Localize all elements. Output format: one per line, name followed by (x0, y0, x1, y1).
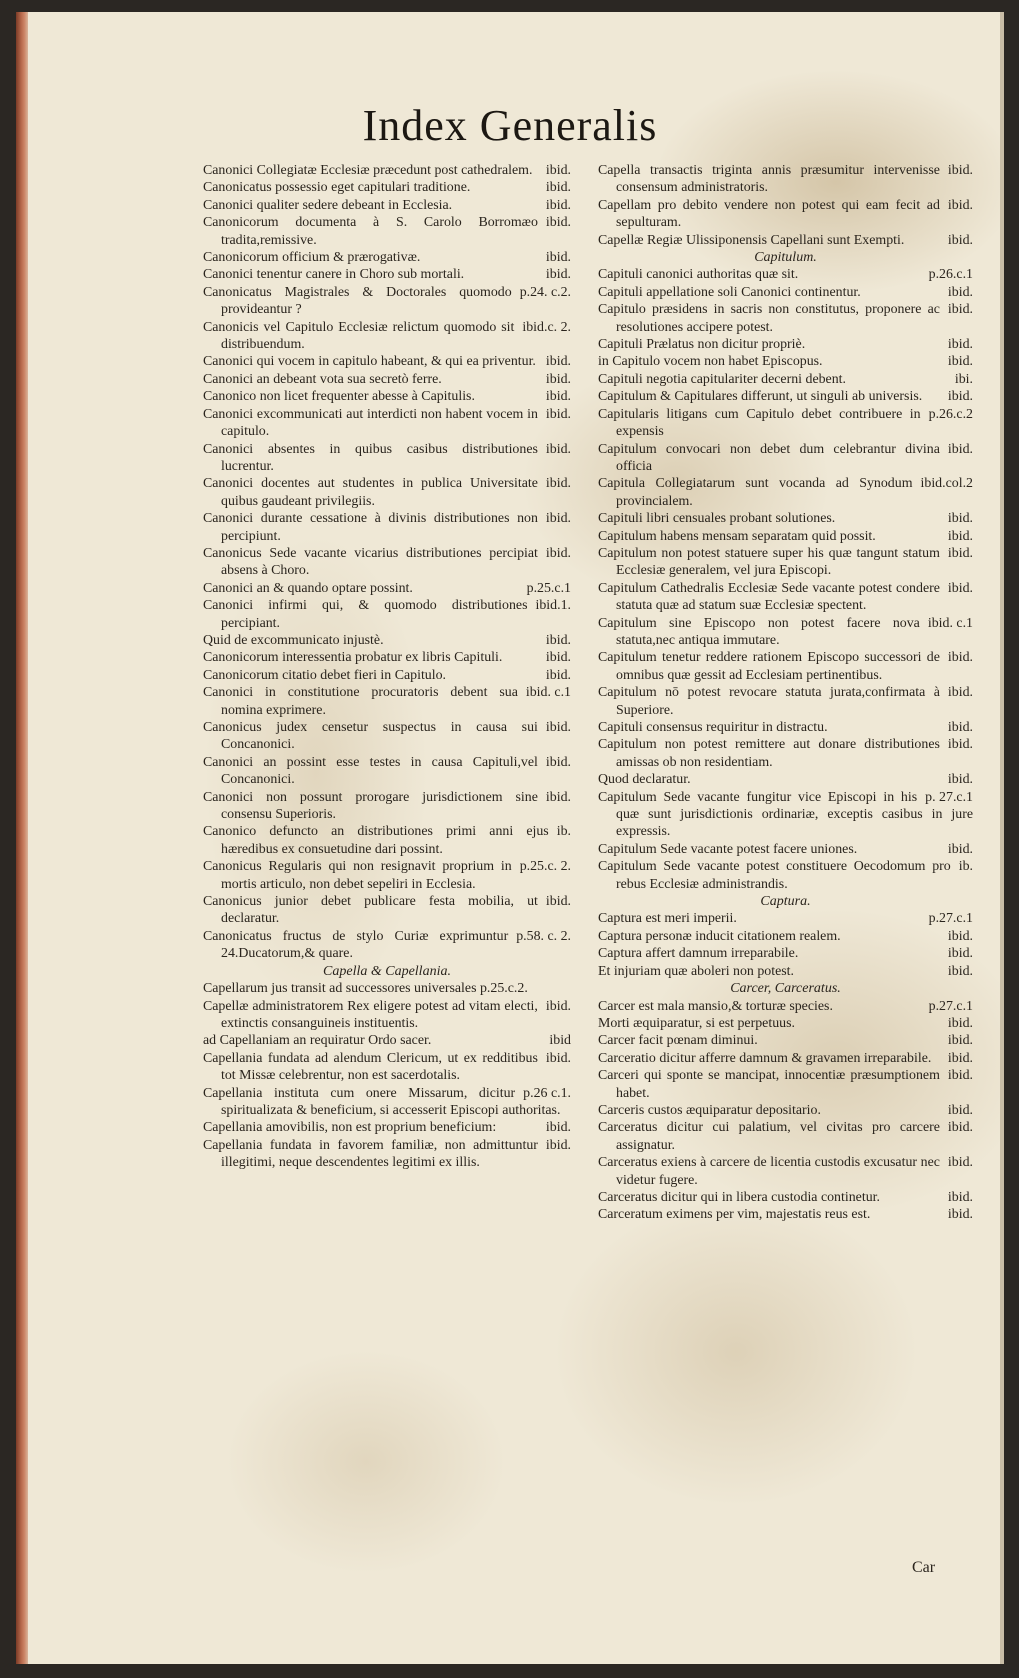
index-entry (598, 615, 973, 650)
entry-text: Quod declaratur. (598, 772, 691, 788)
entry-reference: ibid. (947, 650, 973, 666)
entry-text: Capituli appellatione soli Canonici continentur. (598, 284, 861, 300)
index-entry (598, 1050, 973, 1067)
entry-reference: ibid (549, 1033, 571, 1049)
index-entry (203, 1137, 571, 1172)
entry-text: Capitulum Sede vacante fungitur vice Episcopi in his quæ sunt jurisdictionis ordinariæ, exceptis casibus in jure expressis. (598, 789, 973, 840)
index-entry (598, 910, 973, 927)
index-entry (203, 754, 571, 789)
page-title: Index Generalis (362, 101, 658, 150)
entry-text: Capituli consensus requiritur in distractu. (598, 720, 828, 735)
entry-reference: ibid. (545, 441, 571, 457)
entry-text: Canonici qui vocem in capitulo habeant, & qui ea priventur. (203, 354, 536, 370)
index-entry (598, 1154, 973, 1189)
index-entry (203, 162, 571, 179)
entry-reference: ibid. (947, 946, 973, 962)
entry-reference: ibid. (947, 511, 973, 527)
entry-reference: ibid. (545, 667, 571, 683)
entry-text: Captura est meri imperii. (598, 911, 737, 927)
entry-reference: ibid. (545, 476, 571, 492)
entry-reference: ibid. (545, 354, 571, 370)
entry-text: Canonici qualiter sedere debeant in Ecclesia. (203, 197, 453, 213)
index-entry (598, 771, 973, 788)
entry-reference: ibid. c.1 (927, 615, 973, 631)
index-entry (598, 1032, 973, 1049)
index-entry (598, 998, 973, 1015)
page-edge-right (1000, 12, 1004, 1664)
entry-reference: ib. (958, 859, 973, 875)
entry-text: Capitulum & Capitulares differunt, ut singuli ab universis. (598, 389, 923, 405)
index-entry (203, 441, 571, 476)
index-entry (203, 1050, 571, 1085)
entry-reference: ibid. (947, 580, 973, 596)
left-column (203, 162, 571, 1172)
index-entry (203, 197, 571, 214)
entry-reference: ibid. (545, 180, 571, 196)
entry-reference: ibid. (545, 215, 571, 231)
entry-reference: p.24. c.2. (519, 284, 571, 300)
index-entry (203, 632, 571, 649)
entry-reference: ibid. (947, 197, 973, 213)
entry-reference: ibid. (545, 267, 571, 283)
index-entry (203, 510, 571, 545)
entry-reference: ibid. (545, 545, 571, 561)
entry-reference: ibid. (545, 197, 571, 213)
entry-text: Capellam pro debito vendere non potest qui eam fecit ad sepulturam. (598, 197, 940, 231)
entry-text: Carceri qui sponte se mancipat, innocentiæ præsumptionem habet. (598, 1068, 940, 1101)
entry-reference: ibi. (954, 371, 973, 387)
entry-text: Capellania amovibilis, non est proprium beneficium: (203, 1120, 497, 1136)
index-entry (203, 284, 571, 319)
index-entry (203, 719, 571, 754)
entry-text: Captura personæ inducit citationem realem. (598, 928, 841, 944)
entry-reference: ibid.c. 2. (522, 319, 571, 335)
index-entry (203, 667, 571, 684)
index-entry (203, 371, 571, 388)
entry-reference: ibid. (947, 1015, 973, 1031)
entry-reference: p.58. c. 2. (516, 928, 571, 944)
index-entry (598, 162, 973, 197)
index-entry (598, 1206, 973, 1223)
entry-text: Capitulum non potest statuere super his quæ tangunt statum Ecclesiæ generalem, vel jura Episcopi. (598, 545, 940, 579)
section-heading: Captura. (760, 894, 811, 910)
entry-reference: ibid. (545, 163, 571, 178)
entry-text: Canonicis vel Capitulo Ecclesiæ relictum quomodo sit distribuendum. (203, 319, 515, 353)
entry-reference: ibid.1. (535, 598, 571, 614)
entry-text: Capituli libri censuales probant solutiones. (598, 511, 836, 527)
entry-reference: p.25.c.1 (526, 580, 571, 596)
entry-text: Et injuriam quæ aboleri non potest. (598, 963, 794, 979)
entry-reference: ibid. (947, 963, 973, 979)
catchword: Car (912, 1559, 936, 1576)
entry-text: Canonicatus fructus de stylo Curiæ exprimuntur 24.Ducatorum,& quare. (203, 928, 509, 962)
right-column (598, 162, 973, 1224)
entry-reference: ibid. (947, 528, 973, 544)
entry-reference: ibid. (545, 511, 571, 527)
entry-text: Capituli negotia capitulariter decerni debent. (598, 371, 847, 387)
index-entry (598, 406, 973, 441)
index-entry (598, 1119, 973, 1154)
index-entry (203, 214, 571, 249)
entry-reference: ibid. (947, 337, 973, 353)
book-page (16, 12, 1004, 1664)
entry-text: Capella transactis triginta annis præsumitur intervenisse consensum administratoris. (598, 163, 940, 196)
index-entry (598, 1067, 973, 1102)
section-heading: Carcer, Carceratus. (730, 981, 841, 997)
entry-reference: ibid.col.2 (920, 476, 973, 492)
index-entry (598, 928, 973, 945)
entry-reference: ibid. (545, 371, 571, 387)
index-entry (598, 963, 973, 980)
entry-text: Canonicorum interessentia probatur ex libris Capituli. (203, 650, 503, 666)
entry-text: Canonici an & quando optare possint. (203, 580, 413, 596)
entry-reference: p.27.c.1 (928, 911, 973, 927)
entry-reference: ibid. (947, 1033, 973, 1049)
entry-text: Canonici infirmi qui, & quomodo distributiones percipiant. (203, 598, 528, 631)
entry-text: Capitulum sine Episcopo non potest facere nova statuta,nec antiqua immutare. (598, 615, 920, 648)
index-entry (598, 528, 973, 545)
index-entry (598, 371, 973, 388)
entry-text: in Capitulo vocem non habet Episcopus. (598, 354, 823, 370)
entry-reference: ibid. (947, 389, 973, 405)
entry-text: Capitulum habens mensam separatam quid possit. (598, 528, 876, 544)
entry-reference: ibid. (545, 789, 571, 805)
entry-text: Capellæ administratorem Rex eligere potest ad vitam electi, extinctis consanguineis instituentis. (203, 998, 538, 1031)
entry-reference: ibid. (545, 406, 571, 422)
index-entry (598, 545, 973, 580)
index-entry (598, 284, 973, 301)
entry-reference: ibid. (947, 302, 973, 318)
entry-reference: ibid. (545, 650, 571, 666)
entry-reference: ibid. (947, 841, 973, 857)
entry-reference: ibid. (947, 928, 973, 944)
entry-text: Carceratus exiens à carcere de licentia custodis excusatur nec videtur fugere. (598, 1155, 940, 1188)
entry-reference: ibid. (947, 1155, 973, 1171)
page-edge-left (16, 12, 28, 1664)
entry-text: Quid de excommunicato injustè. (203, 632, 384, 648)
entry-text: Captura affert damnum irreparabile. (598, 946, 799, 962)
index-entry (598, 510, 973, 527)
entry-text: Canonicus Regularis qui non resignavit proprium in mortis articulo, non debet sepeliri in Ecclesia. (203, 859, 512, 892)
index-entry (203, 319, 571, 354)
index-entry (598, 266, 973, 283)
entry-reference: ibid. (947, 1189, 973, 1205)
entry-text: Canonicorum documenta à S. Carolo Borromæo tradita,remissive. (203, 215, 538, 248)
index-entry (598, 197, 973, 232)
entry-reference: p.27.c.1 (928, 998, 973, 1014)
index-entry (203, 1032, 571, 1049)
index-entry (203, 980, 571, 997)
entry-text: Capitulum Sede vacante potest facere uniones. (598, 841, 858, 857)
entry-reference: ibid. c.1 (525, 685, 571, 701)
entry-reference: ibid. (947, 737, 973, 753)
section-heading: Capella & Capellania. (323, 963, 451, 979)
index-entry (203, 1085, 571, 1120)
entry-text: Carceratus dicitur cui palatium, vel civitas pro carcere assignatur. (598, 1120, 940, 1153)
entry-text: Canonicus junior debet publicare festa mobilia, ut declaratur. (203, 894, 538, 927)
entry-reference: ibid. (947, 685, 973, 701)
entry-reference: ibid. (947, 232, 973, 248)
entry-reference: p.26 c.1. (523, 1085, 571, 1101)
index-entry (598, 301, 973, 336)
entry-reference: ibid. (947, 1207, 973, 1223)
entry-text: Capituli canonici authoritas quæ sit. (598, 267, 799, 283)
entry-text: Canonico non licet frequenter abesse à Capitulis. (203, 389, 475, 405)
entry-text: Capitulo præsidens in sacris non constitutus, proponere ac resolutiones accipere potest. (598, 302, 940, 335)
entry-text: Capellania fundata in favorem familiæ, non admittuntur illegitimi, neque descendentes legitimi ex illis. (203, 1137, 538, 1171)
entry-text: Capitularis litigans cum Capitulo debet contribuere in expensis (598, 406, 921, 440)
entry-reference: ibid. (545, 250, 571, 266)
entry-reference: ibid. (947, 441, 973, 457)
index-entry (598, 1102, 973, 1119)
index-entry (203, 266, 571, 283)
entry-text: Capitula Collegiatarum sunt vocanda ad Synodum provincialem. (598, 476, 913, 509)
index-entry (598, 1189, 973, 1206)
index-entry (203, 353, 571, 370)
entry-text: Carceratum eximens per vim, majestatis reus est. (598, 1207, 871, 1223)
entry-reference: ibid. (947, 1102, 973, 1118)
index-entry (203, 545, 571, 580)
entry-reference: ibid. (545, 1120, 571, 1136)
entry-reference: p.26.c.1 (928, 267, 973, 283)
entry-reference: ibid. (545, 894, 571, 910)
entry-reference: ibid. (545, 1050, 571, 1066)
entry-text: Carcer est mala mansio,& torturæ species. (598, 998, 833, 1014)
entry-reference: ibid. (947, 1050, 973, 1066)
entry-text: Canonici Collegiatæ Ecclesiæ præcedunt post cathedralem. (203, 163, 533, 178)
index-entry (598, 789, 973, 841)
entry-text: Capitulum convocari non debet dum celebrantur divina officia (598, 441, 940, 474)
entry-text: Morti æquiparatur, si est perpetuus. (598, 1015, 795, 1031)
index-entry (598, 388, 973, 405)
entry-reference: ibid. (947, 720, 973, 735)
entry-text: Capellania instituta cum onere Missarum, dicitur spiritualizata & beneficium, si accesserit Episcopi authoritas. (203, 1085, 561, 1118)
index-entry (203, 406, 571, 441)
entry-text: ad Capellaniam an requiratur Ordo sacer. (203, 1033, 432, 1049)
entry-text: Canonicatus Magistrales & Doctorales quomodo provideantur ? (203, 284, 512, 318)
index-entry (203, 388, 571, 405)
index-entry (203, 998, 571, 1033)
entry-reference: ibid. (545, 720, 571, 735)
index-entry (598, 232, 973, 249)
index-entry (598, 441, 973, 476)
entry-text: Capituli Prælatus non dicitur propriè. (598, 337, 806, 353)
entry-reference: ibid. (545, 998, 571, 1014)
index-entry (598, 353, 973, 370)
index-entry (203, 789, 571, 824)
index-entry (598, 1015, 973, 1032)
entry-reference: ibid. (947, 1120, 973, 1136)
index-entry (598, 945, 973, 962)
index-entry (203, 179, 571, 196)
entry-reference: ibid. (947, 354, 973, 370)
entry-reference: ibid. (947, 163, 973, 178)
entry-text: Canonicus Sede vacante vicarius distributiones percipiat absens à Choro. (203, 545, 538, 579)
entry-text: Canonicorum citatio debet fieri in Capitulo. (203, 667, 447, 683)
entry-reference: ib. (556, 824, 571, 840)
entry-text: Canonici non possunt prorogare jurisdictionem sine consensu Superioris. (203, 789, 538, 823)
index-entry (598, 336, 973, 353)
entry-text: Capitulum non potest remittere aut donare distributiones amissas ob non residentiam. (598, 737, 940, 770)
entry-text: Capellæ Regiæ Ulissiponensis Capellani sunt Exempti. (598, 232, 905, 248)
entry-text: Canonici excommunicati aut interdicti non habent vocem in capitulo. (203, 406, 538, 440)
entry-text: Canonicus judex censetur suspectus in causa sui Concanonici. (203, 720, 538, 753)
entry-text: Canonicorum officium & prærogativæ. (203, 250, 421, 266)
entry-reference: ibid. (947, 545, 973, 561)
index-entry (203, 649, 571, 666)
index-entry (598, 475, 973, 510)
index-entry (203, 1119, 571, 1136)
entry-text: Canonici tenentur canere in Choro sub mortali. (203, 267, 465, 283)
index-entry (598, 719, 973, 736)
index-entry (203, 928, 571, 963)
entry-text: Canonicatus possessio eget capitulari traditione. (203, 180, 471, 196)
index-entry (598, 858, 973, 893)
entry-text: Capellarum jus transit ad successores universales p.25.c.2. (203, 981, 528, 997)
index-entry (203, 597, 571, 632)
index-entry (203, 858, 571, 893)
entry-reference: ibid. (947, 772, 973, 788)
entry-text: Carcer facit pœnam diminui. (598, 1033, 758, 1049)
entry-text: Canonico defuncto an distributiones primi anni ejus hæredibus ex consuetudine dari possint. (203, 824, 549, 857)
index-entry (598, 684, 973, 719)
index-entry (598, 580, 973, 615)
entry-text: Capitulum nō potest revocare statuta jurata,confirmata à Superiore. (598, 685, 940, 718)
entry-text: Canonici in constitutione procuratoris debent sua nomina exprimere. (203, 685, 518, 718)
index-entry (598, 841, 973, 858)
entry-reference: ibid. (545, 389, 571, 405)
entry-text: Canonici an debeant vota sua secretò ferre. (203, 371, 442, 387)
entry-reference: p.26.c.2 (928, 406, 973, 422)
entry-text: Capitulum Sede vacante potest constituere Oecodomum pro rebus Ecclesiæ administrandis. (598, 859, 951, 892)
index-entry (598, 649, 973, 684)
entry-text: Capellania fundata ad alendum Clericum, ut ex redditibus tot Missæ celebrentur, non est sacerdotalis. (203, 1050, 538, 1084)
entry-reference: ibid. (545, 754, 571, 770)
index-entry (598, 736, 973, 771)
entry-reference: ibid. (545, 1137, 571, 1153)
index-entry (203, 893, 571, 928)
entry-text: Canonici docentes aut studentes in publica Universitate quibus gaudeant privilegiis. (203, 476, 538, 509)
entry-reference: p.25.c. 2. (519, 859, 571, 875)
index-entry (203, 475, 571, 510)
index-entry (203, 823, 571, 858)
entry-reference: ibid. (545, 632, 571, 648)
entry-text: Capitulum tenetur reddere rationem Episcopo successori de omnibus quæ gessit ad Ecclesiam pertinentibus. (598, 650, 940, 683)
entry-text: Carceratio dicitur afferre damnum & gravamen irreparabile. (598, 1050, 932, 1066)
entry-text: Canonici durante cessatione à divinis distributiones non percipiunt. (203, 511, 538, 544)
entry-text: Canonici absentes in quibus casibus distributiones lucrentur. (203, 441, 538, 474)
index-entry (203, 249, 571, 266)
entry-text: Capitulum Cathedralis Ecclesiæ Sede vacante potest condere statuta quæ ad statum suæ Ecclesiæ spectent. (598, 580, 940, 614)
entry-reference: p. 27.c.1 (925, 789, 973, 805)
index-entry (203, 684, 571, 719)
section-heading: Capitulum. (754, 250, 817, 266)
entry-text: Carceris custos æquiparatur depositario. (598, 1102, 821, 1118)
entry-text: Canonici an possint esse testes in causa Capituli,vel Concanonici. (203, 754, 538, 788)
index-entry (203, 580, 571, 597)
entry-reference: ibid. (947, 1068, 973, 1084)
entry-text: Carceratus dicitur qui in libera custodia continetur. (598, 1189, 880, 1205)
entry-reference: ibid. (947, 284, 973, 300)
